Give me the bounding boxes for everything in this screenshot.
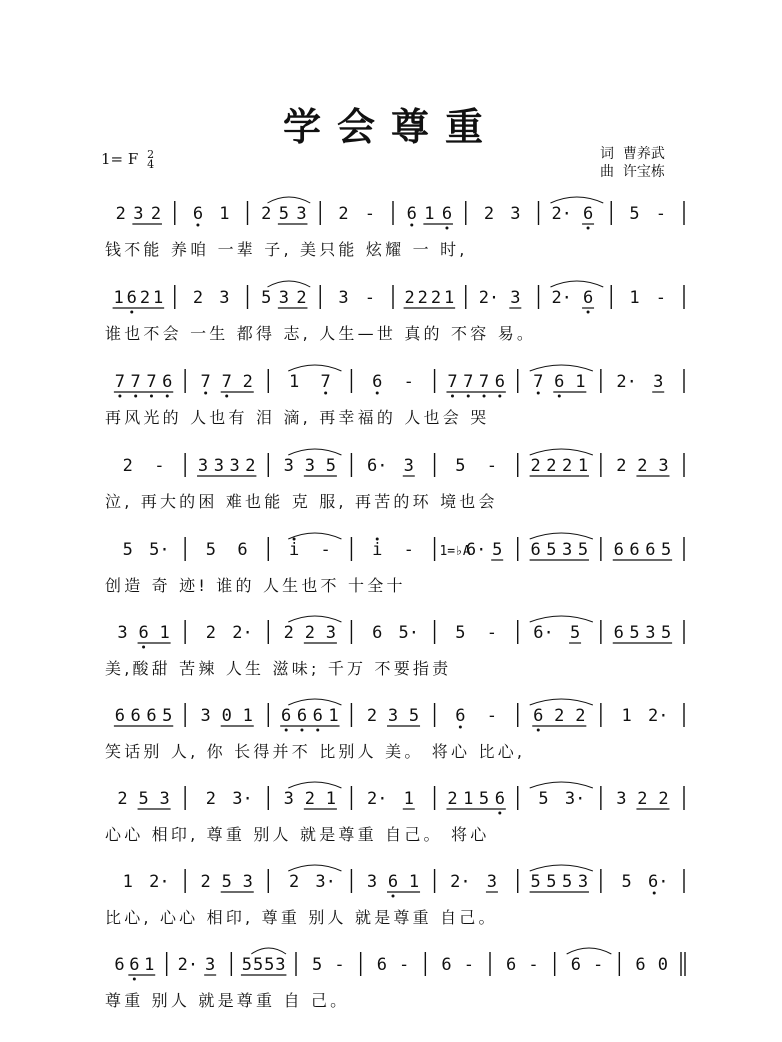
note: 1 — [463, 789, 474, 809]
note: - — [399, 955, 410, 975]
slur — [530, 449, 593, 455]
note: 3· — [564, 789, 586, 809]
note: 2 — [122, 456, 133, 476]
note: 1 — [219, 204, 230, 224]
octave-dot-low — [134, 395, 137, 398]
note: 5 — [492, 540, 503, 560]
note: 5 — [660, 540, 672, 560]
note: 5 — [546, 540, 557, 560]
lyric-line: 美,酸甜 苦辣 人生 滋味; 千万 不要指责 — [105, 659, 452, 678]
note: 5 — [122, 540, 133, 560]
note: 6· — [647, 872, 669, 892]
note: 6 — [570, 955, 581, 975]
note: 2 — [205, 789, 217, 809]
note: 3 — [242, 872, 253, 892]
time-denominator: 4 — [147, 158, 155, 171]
note: 1 — [629, 288, 640, 308]
note: - — [334, 955, 345, 975]
octave-dot-low — [204, 392, 207, 395]
note: 6 — [506, 955, 517, 975]
slur — [530, 616, 593, 622]
note: 2 — [483, 204, 495, 224]
note: 5· — [149, 540, 170, 560]
note: 2 — [404, 288, 415, 308]
note: 3 — [133, 204, 144, 224]
octave-dot-low — [587, 311, 590, 314]
slur — [288, 699, 341, 705]
note: 5 — [569, 623, 581, 643]
note: 2· — [647, 706, 669, 726]
note: 2 — [288, 872, 300, 892]
note: 3 — [653, 372, 664, 392]
slur — [288, 782, 341, 788]
octave-dot-high — [376, 538, 379, 541]
octave-dot-low — [537, 729, 540, 732]
note: 5 — [629, 623, 640, 643]
lyric-line: 创造 奇 迹! 谁的 人生也不 十全十 — [105, 576, 406, 595]
note: 2 — [338, 204, 349, 224]
note: 6 — [582, 204, 594, 224]
note: 6 — [613, 540, 624, 560]
note: 1 — [325, 789, 337, 809]
note: 3 — [325, 623, 337, 643]
note: 1 — [408, 872, 420, 892]
note: 2· — [177, 955, 199, 975]
note: 6 — [441, 204, 453, 224]
note: 2 — [242, 372, 253, 392]
note: 3 — [486, 872, 498, 892]
note: 2 — [575, 706, 586, 726]
composer: 曲 许宝栋 — [600, 164, 665, 180]
note: 5 — [221, 872, 232, 892]
note: 7 — [130, 372, 141, 392]
note: 2· — [616, 372, 637, 392]
note: 6 — [114, 706, 126, 726]
note: 7 — [146, 372, 157, 392]
note: 6 — [296, 706, 308, 726]
note: 2 — [261, 204, 272, 224]
note: 2 — [115, 204, 126, 224]
note: 3 — [219, 288, 230, 308]
slur — [288, 865, 341, 871]
note: 2· — [232, 623, 253, 643]
note: 3 — [510, 288, 521, 308]
lyric-line: 钱不能 养咱 一辈 子, 美只能 炫耀 一 时, — [105, 240, 468, 259]
key-signature — [101, 150, 154, 170]
note: 6 — [441, 955, 452, 975]
note: i — [372, 540, 383, 560]
lyric-line: 谁也不会 一生 都得 志, 人生—世 真的 不容 易。 — [105, 324, 537, 343]
note: 6 — [376, 955, 387, 975]
note: 6 — [530, 540, 541, 560]
note: 2· — [149, 872, 170, 892]
slur — [530, 533, 593, 539]
music-system — [0, 863, 782, 953]
note: 5 — [562, 872, 573, 892]
note: 2 — [530, 456, 541, 476]
octave-dot-low — [498, 395, 501, 398]
note: 3 — [278, 288, 289, 308]
lyric-line: 尊重 别人 就是尊重 自 己。 — [105, 991, 350, 1010]
slur — [288, 365, 341, 371]
music-system — [0, 195, 782, 285]
time-numerator: 2 — [147, 148, 155, 161]
note: 0 — [221, 706, 232, 726]
key-label: 1= F — [101, 150, 139, 168]
note: 2 — [117, 789, 128, 809]
note: 5 — [205, 540, 217, 560]
note: 2 — [637, 789, 648, 809]
note: 6 — [130, 706, 141, 726]
credits — [600, 145, 665, 181]
note: 2 — [200, 872, 211, 892]
note: 3 — [283, 456, 294, 476]
octave-dot-low — [150, 395, 153, 398]
note: 2· — [478, 288, 500, 308]
note: 2 — [616, 456, 627, 476]
octave-dot-low — [118, 395, 121, 398]
note: 6 — [494, 789, 505, 809]
note: 6 — [582, 288, 594, 308]
note: 5 — [278, 204, 289, 224]
note: - — [655, 288, 666, 308]
note: 1 — [424, 204, 435, 224]
lyric-line: 比心, 心心 相印, 尊重 别人 就是尊重 自己。 — [105, 908, 498, 927]
note: - — [154, 456, 165, 476]
note: 1 — [577, 456, 589, 476]
note: 2 — [546, 456, 557, 476]
music-system — [0, 697, 782, 787]
lyricist: 词 曹养武 — [600, 146, 665, 162]
note: 6 — [455, 706, 466, 726]
octave-dot-low — [498, 812, 501, 815]
note: 2· — [450, 872, 471, 892]
time-signature — [147, 150, 154, 170]
song-title: 学会尊重 — [282, 105, 499, 149]
octave-dot-low — [225, 395, 228, 398]
note: 5 — [629, 204, 640, 224]
note: 3 — [616, 789, 627, 809]
note: 2 — [192, 288, 204, 308]
octave-dot-low — [392, 895, 395, 898]
note: 1 — [242, 706, 253, 726]
note: - — [403, 540, 414, 560]
note: 3 — [197, 456, 209, 476]
note: 5 — [546, 872, 557, 892]
note: 2 — [430, 288, 442, 308]
note: 2 — [139, 288, 151, 308]
note: 3 — [159, 789, 170, 809]
note: 7 — [320, 372, 331, 392]
note: 7 — [478, 372, 490, 392]
note: 2 — [205, 623, 217, 643]
note: 1 — [153, 288, 164, 308]
note: 7 — [533, 372, 544, 392]
note: 3 — [205, 955, 216, 975]
music-system — [0, 447, 782, 537]
note: 6 — [645, 540, 656, 560]
note: - — [463, 955, 474, 975]
note: 3 — [658, 456, 669, 476]
note: 3 — [229, 456, 240, 476]
note: 7 — [221, 372, 232, 392]
note: 3 — [403, 456, 414, 476]
note: 7 — [463, 372, 474, 392]
music-system — [0, 531, 782, 621]
note: 6 — [372, 372, 383, 392]
note: 5 — [621, 872, 632, 892]
octave-dot-low — [142, 646, 145, 649]
note: 0 — [657, 955, 668, 975]
note: 3 — [562, 540, 573, 560]
lyric-line: 心心 相印, 尊重 别人 就是尊重 自己。 将心 — [105, 825, 490, 844]
note: 1 — [159, 623, 170, 643]
note: 6 — [533, 706, 544, 726]
note: 2 — [296, 288, 307, 308]
note: 5· — [398, 623, 420, 643]
music-system — [0, 946, 782, 1036]
note: 1 — [144, 955, 155, 975]
music-system — [0, 279, 782, 369]
music-system — [0, 363, 782, 453]
octave-dot-low — [410, 224, 413, 227]
note: 7 — [114, 372, 126, 392]
note: 6 — [192, 204, 204, 224]
slur — [530, 865, 593, 871]
note: 3 — [387, 706, 399, 726]
note: 6 — [554, 372, 565, 392]
note: 6· — [533, 623, 554, 643]
octave-dot-low — [459, 726, 462, 729]
slur — [268, 281, 311, 287]
octave-dot-low — [316, 729, 319, 732]
lyric-line: 再风光的 人也有 泪 滴, 再幸福的 人也会 哭 — [105, 408, 490, 427]
note: 6 — [281, 706, 292, 726]
note: 3 — [577, 872, 589, 892]
octave-dot-low — [285, 729, 288, 732]
note: 1 — [621, 706, 632, 726]
note: 5 — [252, 955, 264, 975]
note: 2 — [283, 623, 294, 643]
note: 3 — [510, 204, 521, 224]
note: 5 — [162, 706, 173, 726]
octave-dot-low — [376, 392, 379, 395]
note: 5 — [660, 623, 672, 643]
note: - — [364, 288, 375, 308]
slur — [551, 281, 604, 287]
note: 6 — [494, 372, 505, 392]
slur — [288, 449, 341, 455]
octave-dot-low — [451, 395, 454, 398]
note: 5 — [138, 789, 149, 809]
octave-dot-low — [166, 395, 169, 398]
note: 2 — [366, 706, 378, 726]
octave-dot-low — [483, 395, 486, 398]
octave-dot-low — [300, 729, 303, 732]
octave-dot-low — [324, 392, 327, 395]
note: 2 — [304, 623, 315, 643]
lyric-line: 泣, 再大的困 难也能 克 服, 再苦的环 境也会 — [105, 492, 498, 511]
octave-dot-low — [467, 395, 470, 398]
note: - — [655, 204, 666, 224]
slur — [288, 616, 341, 622]
note: 7 — [447, 372, 458, 392]
note: 2 — [637, 456, 648, 476]
note: 3 — [645, 623, 656, 643]
note: 1 — [403, 789, 414, 809]
octave-dot-low — [587, 227, 590, 230]
note: - — [486, 706, 498, 726]
note: 5 — [538, 789, 549, 809]
slur — [251, 948, 286, 954]
note: 6 — [129, 955, 140, 975]
note: 2· — [366, 789, 388, 809]
note: 6 — [372, 623, 383, 643]
note: 3 — [296, 204, 307, 224]
note: 1 — [288, 372, 300, 392]
note: 6 — [312, 706, 323, 726]
note: 5 — [478, 789, 490, 809]
note: 6 — [629, 540, 640, 560]
note: 1 — [113, 288, 124, 308]
note: 6· — [465, 540, 487, 560]
note: 3· — [232, 789, 253, 809]
note: 3· — [315, 872, 336, 892]
note: 3 — [117, 623, 128, 643]
note: 6 — [138, 623, 149, 643]
note: 6 — [387, 872, 399, 892]
slur — [268, 197, 311, 203]
note: 2 — [417, 288, 428, 308]
note: 6 — [114, 955, 125, 975]
note: 5 — [264, 955, 275, 975]
note: 6 — [126, 288, 137, 308]
note: 1 — [122, 872, 133, 892]
note: 3 — [304, 456, 315, 476]
octave-dot-low — [537, 392, 540, 395]
note: 1 — [575, 372, 586, 392]
octave-dot-low — [130, 311, 133, 314]
slur — [530, 782, 593, 788]
note: 3 — [283, 789, 294, 809]
note: 7 — [200, 372, 211, 392]
note: 2· — [551, 204, 572, 224]
lyric-line: 笑话别 人, 你 长得并不 比别人 美。 将心 比心, — [105, 742, 526, 761]
note: - — [403, 372, 414, 392]
note: i — [288, 540, 300, 560]
note: 6· — [366, 456, 388, 476]
note: - — [528, 955, 539, 975]
note: 5 — [530, 872, 541, 892]
note: - — [364, 204, 375, 224]
note: - — [320, 540, 331, 560]
slur — [567, 948, 612, 954]
slur — [551, 197, 604, 203]
note: 3 — [213, 456, 224, 476]
note: 5 — [455, 623, 466, 643]
note: 2 — [554, 706, 565, 726]
slur — [288, 533, 341, 539]
octave-dot-high — [293, 538, 296, 541]
note: 2 — [658, 789, 669, 809]
note: 1 — [444, 288, 455, 308]
music-system — [0, 614, 782, 704]
note: 2· — [551, 288, 572, 308]
key-change: 1=♭A — [439, 544, 471, 559]
octave-dot-low — [196, 224, 199, 227]
note: 2 — [304, 789, 315, 809]
note: 2 — [150, 204, 162, 224]
note: - — [486, 623, 498, 643]
slur — [530, 699, 593, 705]
note: 1 — [328, 706, 339, 726]
note: 5 — [577, 540, 589, 560]
note: - — [593, 955, 604, 975]
slur — [530, 365, 593, 371]
note: 5 — [312, 955, 323, 975]
note: 6 — [146, 706, 157, 726]
note: 5 — [241, 955, 253, 975]
music-system — [0, 780, 782, 870]
octave-dot-low — [133, 978, 136, 981]
octave-dot-low — [445, 227, 448, 230]
note: 5 — [261, 288, 272, 308]
octave-dot-low — [653, 892, 656, 895]
note: 5 — [325, 456, 337, 476]
note: - — [486, 456, 498, 476]
note: 6 — [613, 623, 624, 643]
note: 3 — [338, 288, 349, 308]
note: 6 — [635, 955, 646, 975]
note: 2 — [447, 789, 458, 809]
note: 3 — [200, 706, 211, 726]
note: 5 — [408, 706, 420, 726]
octave-dot-low — [558, 395, 561, 398]
note: 5 — [455, 456, 466, 476]
note: 6 — [237, 540, 248, 560]
note: 6 — [406, 204, 417, 224]
note: 3 — [275, 955, 286, 975]
note: 2 — [245, 456, 256, 476]
note: 6 — [162, 372, 173, 392]
note: 3 — [366, 872, 378, 892]
note: 2 — [562, 456, 573, 476]
